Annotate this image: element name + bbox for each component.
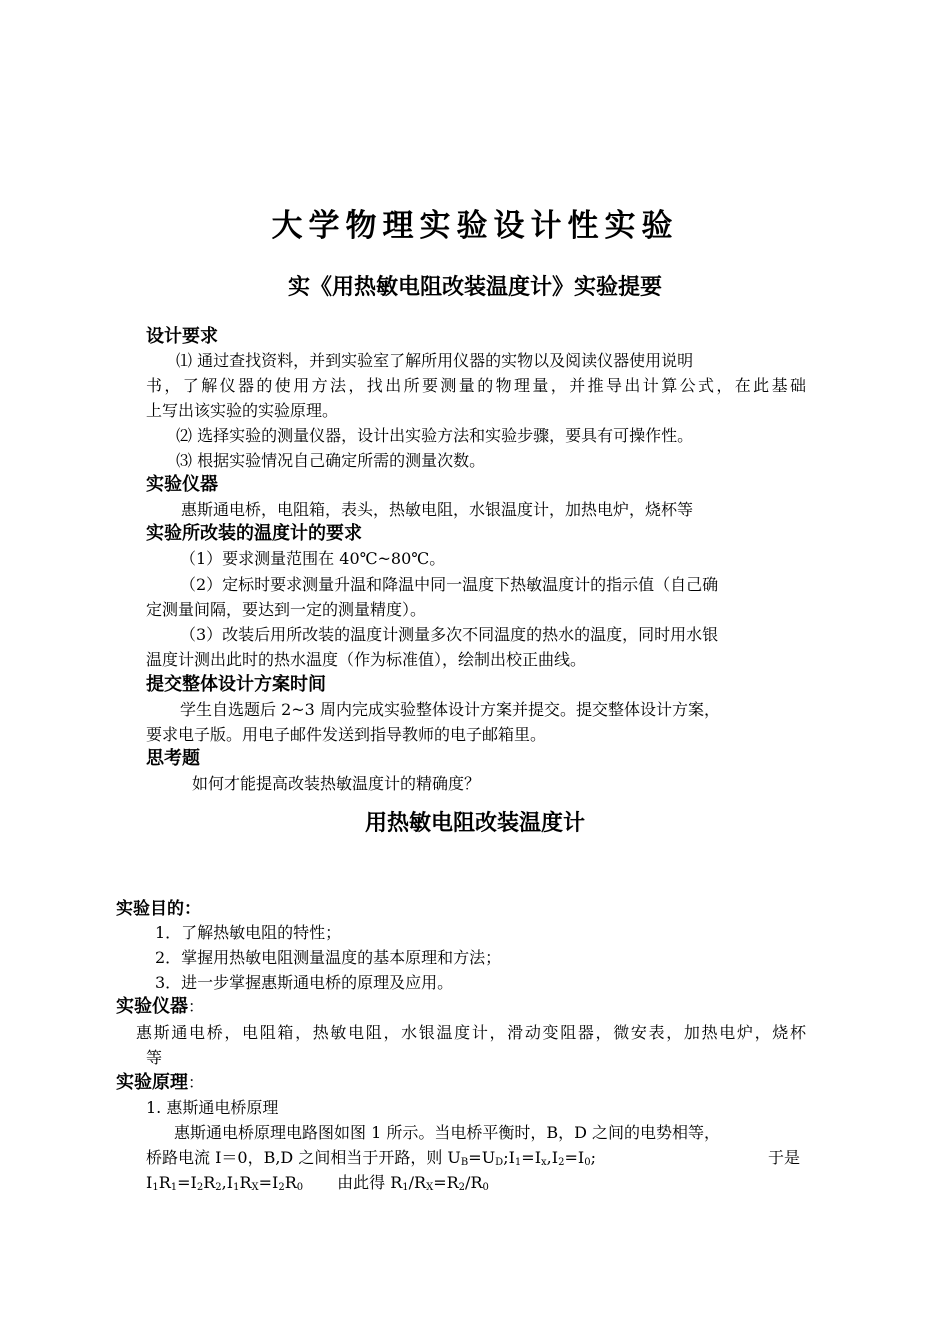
design-req-item1-line2: 书，了解仪器的使用方法，找出所要测量的物理量，并推导出计算公式，在此基础	[146, 376, 806, 395]
instruments2-heading: 实验仪器：	[116, 996, 205, 1017]
purpose-heading: 实验目的：	[116, 899, 201, 919]
principle-yushi: 于是	[768, 1148, 801, 1167]
instruments-text: 惠斯通电桥，电阻箱，表头，热敏电阻，水银温度计，加热电炉，烧杯等	[181, 500, 694, 519]
subtitle: 实《用热敏电阻改装温度计》实验提要	[287, 275, 662, 300]
instruments2-line2: 等	[146, 1048, 163, 1067]
submit-line1: 学生自选题后 2~3 周内完成实验整体设计方案并提交。提交整体设计方案，	[180, 700, 720, 719]
thermo-req-item2-line2: 定测量间隔，要达到一定的测量精度）。	[146, 600, 427, 619]
think-text: 如何才能提高改装热敏温度计的精确度？	[192, 774, 481, 793]
thermo-req-item3-line2: 温度计测出此时的热水温度（作为标准值），绘制出校正曲线。	[146, 650, 587, 669]
design-req-item2: ⑵ 选择实验的测量仪器，设计出实验方法和实验步骤，要具有可操作性。	[176, 426, 694, 445]
purpose-item1: 1．了解热敏电阻的特性；	[155, 923, 342, 942]
design-req-item1-line1: ⑴ 通过查找资料，并到实验室了解所用仪器的实物以及阅读仪器使用说明	[176, 351, 694, 370]
submit-line2: 要求电子版。用电子邮件发送到指导教师的电子邮箱里。	[146, 725, 547, 744]
principle-para-line2: 桥路电流 I＝0，B,D 之间相当于开路，则 $U_B=U_D;I_1=I_x,I_2=I_0$;	[146, 1148, 596, 1168]
design-req-item1-line3: 上写出该实验的实验原理。	[146, 401, 339, 420]
principle-item1: 1. 惠斯通电桥原理	[146, 1098, 279, 1117]
design-req-heading: 设计要求	[146, 326, 218, 347]
purpose-item3: 3．进一步掌握惠斯通电桥的原理及应用。	[155, 973, 454, 992]
thermo-req-item1: （1）要求测量范围在 40℃~80℃。	[180, 549, 446, 568]
thermo-req-item3-line1: （3）改装后用所改装的温度计测量多次不同温度的热水的温度，同时用水银	[180, 625, 719, 644]
think-heading: 思考题	[146, 748, 200, 769]
submit-heading: 提交整体设计方案时间	[146, 674, 326, 695]
instruments-heading: 实验仪器	[146, 474, 218, 495]
thermo-req-item2-line1: （2）定标时要求测量升温和降温中同一温度下热敏温度计的指示值（自己确	[180, 575, 719, 594]
principle-formula: $I_1R_1=I_2R_2,I_1R_X=I_2R_0$ 由此得 $R_1/R_X=R_2/R_0$	[146, 1173, 489, 1193]
thermo-req-heading: 实验所改装的温度计的要求	[146, 523, 362, 544]
instruments2-line1: 惠斯通电桥，电阻箱，热敏电阻，水银温度计，滑动变阻器，微安表，加热电炉，烧杯	[136, 1023, 806, 1042]
purpose-item2: 2．掌握用热敏电阻测量温度的基本原理和方法；	[155, 948, 502, 967]
main-title: 大学物理实验设计性实验	[271, 208, 679, 244]
principle-heading: 实验原理：	[116, 1072, 205, 1093]
section2-title: 用热敏电阻改装温度计	[364, 811, 585, 836]
design-req-item3: ⑶ 根据实验情况自己确定所需的测量次数。	[176, 451, 486, 470]
principle-para-line1: 惠斯通电桥原理电路图如图 1 所示。当电桥平衡时，B，D 之间的电势相等，	[174, 1123, 721, 1142]
